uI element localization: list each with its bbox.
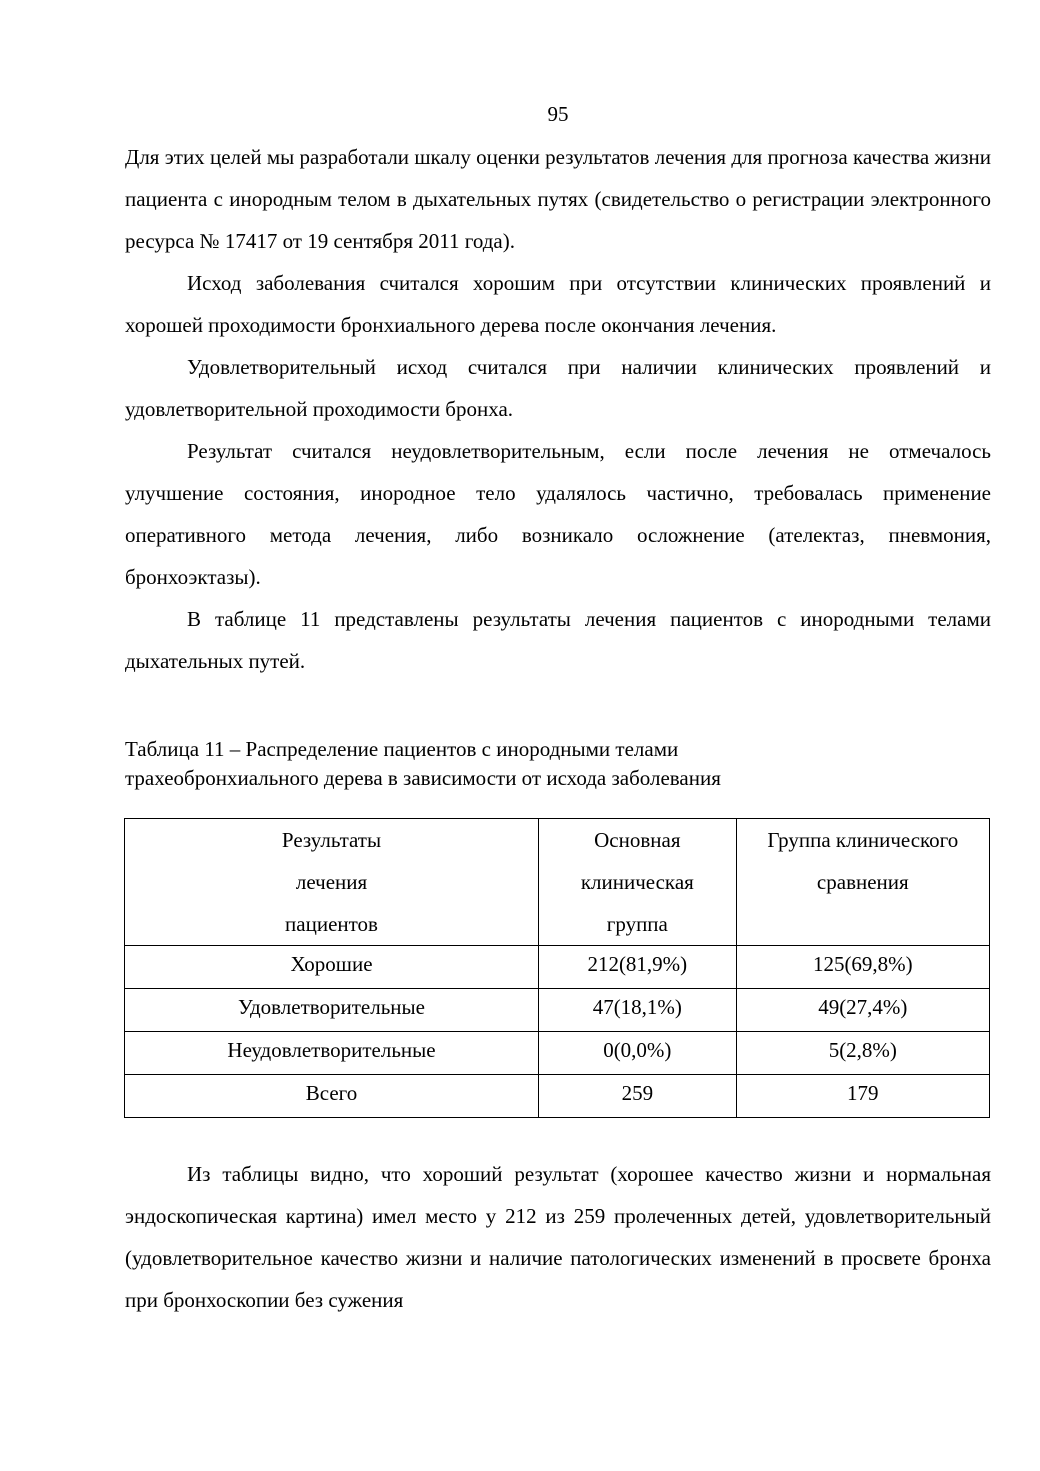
table-row [125,1032,990,1075]
table-cell: Всего [125,1075,539,1118]
paragraph: Из таблицы видно, что хороший результат (хорошее качество жизни и нормальная эндоскопическая картина) имел место у 212 из 259 пролеченных детей, удовлетворительный (удовлетворительное качество жизни и наличие патологических изменений в просвете бронха при бронхоскопии без сужения [125,1162,991,1312]
header-line: сравнения [816,870,909,894]
table-cell: 49(27,4%) [736,989,989,1032]
body-text-bottom [125,1153,991,1321]
table-caption-line: трахеобронхиального дерева в зависимости от исхода заболевания [125,766,721,790]
table-caption [125,735,991,793]
paragraph: Результат считался неудовлетворительным, если после лечения не отмечалось улучшение состояния, инородное тело удалялось частично, требовалась применение оперативного метода лечения, либо возникало осложнение (ателектаз, пневмония, бронхоэктазы). [125,439,991,589]
table-cell: 0(0,0%) [539,1032,737,1075]
header-line: Основная [594,828,681,852]
table-cell: 5(2,8%) [736,1032,989,1075]
header-comparison-group [736,819,989,946]
table-cell: Неудовлетворительные [125,1032,539,1075]
page-number: 95 [547,102,569,126]
body-text-top [125,136,991,682]
table-cell: Хорошие [125,946,539,989]
table-row [125,989,990,1032]
table-cell: 259 [539,1075,737,1118]
table-cell: 47(18,1%) [539,989,737,1032]
header-line: клиническая [580,870,694,894]
header-line: Группа клинического [767,828,959,852]
header-main-group [539,819,737,946]
header-line: группа [606,912,668,936]
header-line: лечения [295,870,368,894]
table-cell: Удовлетворительные [125,989,539,1032]
header-results [125,819,539,946]
paragraph: Для этих целей мы разработали шкалу оценки результатов лечения для прогноза качества жизни пациента с инородным телом в дыхательных путях (свидетельство о регистрации электронного ресурса № 17417 от 19 сентября 2011 года). [125,145,991,253]
table-cell: 212(81,9%) [539,946,737,989]
header-line: пациентов [285,912,378,936]
paragraph: Удовлетворительный исход считался при наличии клинических проявлений и удовлетворительной проходимости бронха. [125,355,991,421]
results-table [124,818,990,1118]
table-row [125,946,990,989]
table-header-row [125,819,990,946]
paragraph: В таблице 11 представлены результаты лечения пациентов с инородными телами дыхательных путей. [125,607,991,673]
table-cell: 125(69,8%) [736,946,989,989]
table-caption-line: Таблица 11 – Распределение пациентов с инородными телами [125,737,679,761]
paragraph: Исход заболевания считался хорошим при отсутствии клинических проявлений и хорошей проходимости бронхиального дерева после окончания лечения. [125,271,991,337]
table-row [125,1075,990,1118]
table-cell: 179 [736,1075,989,1118]
header-line: Результаты [281,828,382,852]
